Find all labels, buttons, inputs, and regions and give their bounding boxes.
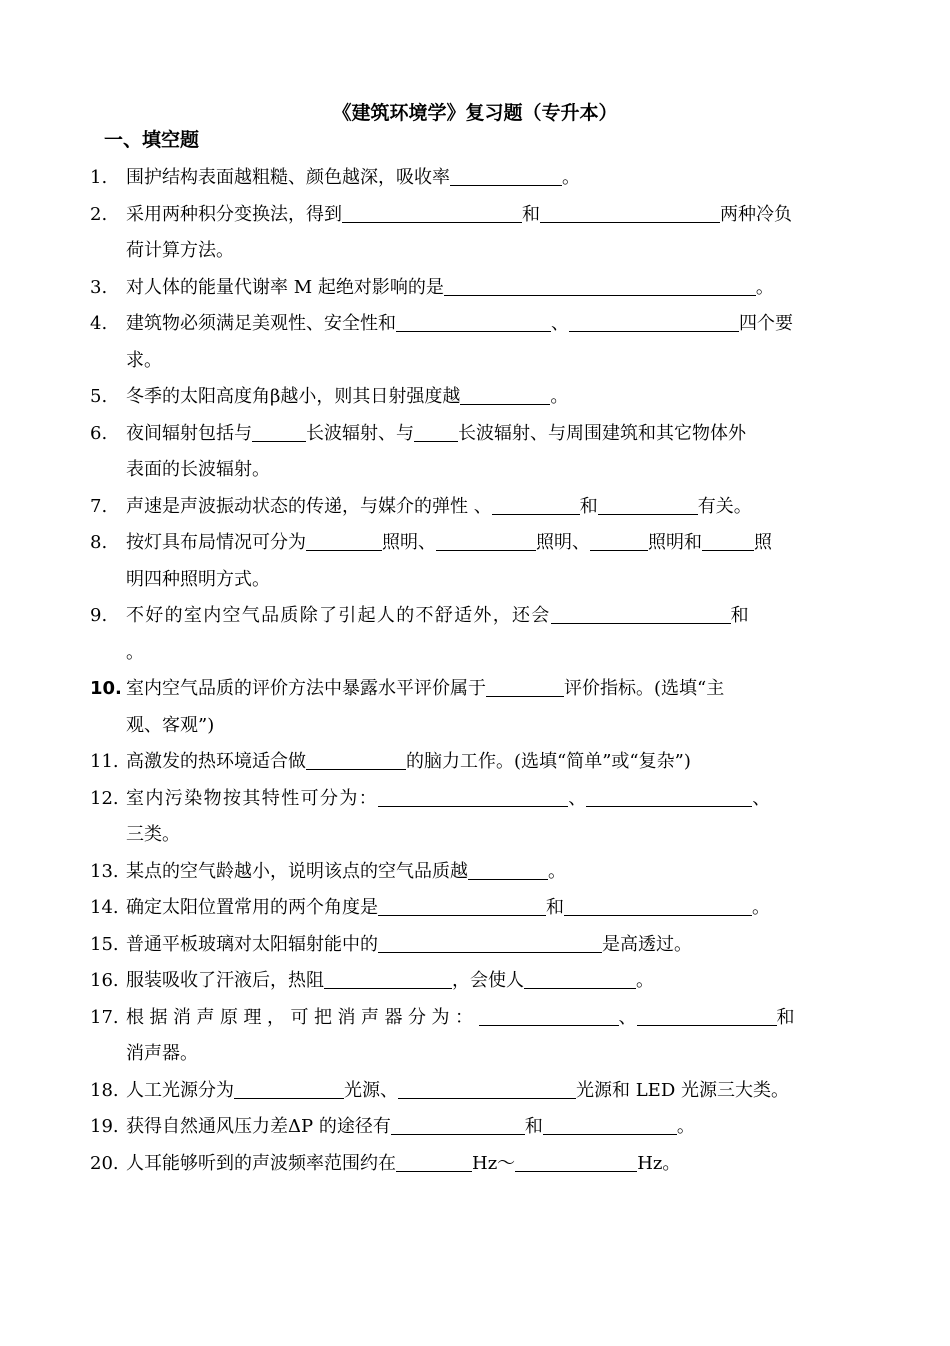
question-3: 3. 对人体的能量代谢率 M 起绝对影响的是 。 [90, 270, 860, 307]
question-number: 16. [90, 970, 119, 991]
question-number: 15. [90, 933, 119, 955]
page-title: 《建筑环境学》复习题（专升本） [332, 102, 618, 124]
question-1: 1. 围护结构表面越粗糙、颜色越深，吸收率 。 [90, 160, 860, 197]
question-number: 9. [90, 605, 108, 626]
answer-blank [637, 1003, 777, 1026]
answer-blank [590, 528, 648, 551]
question-number: 14. [90, 897, 119, 918]
answer-blank [396, 1149, 472, 1172]
question-19: 19. 获得自然通风压力差ΔP 的途径有 和 。 [90, 1109, 860, 1146]
answer-blank [306, 528, 382, 551]
question-15: 15. 普通平板玻璃对太阳辐射能中的 是高透过。 [90, 927, 860, 964]
question-number: 18. [90, 1079, 119, 1101]
answer-blank [543, 1112, 677, 1135]
answer-blank [378, 893, 546, 916]
question-7: 7. 声速是声波振动状态的传递，与媒介的弹性 、 和 有关。 [90, 489, 860, 526]
question-number: 6. [90, 422, 108, 444]
question-9: 9. 不好的室内空气品质除了引起人的不舒适外，还会 和 。 [90, 598, 860, 671]
question-16: 16. 服装吸收了汗液后，热阻 ，会使人 。 [90, 963, 860, 1000]
answer-blank [306, 747, 406, 770]
question-10: 10. 室内空气品质的评价方法中暴露水平评价属于 评价指标。(选填“主 观、客观”) [90, 671, 860, 744]
answer-blank [524, 966, 636, 989]
question-number: 4. [90, 313, 108, 334]
answer-blank [492, 492, 580, 515]
question-number: 17. [90, 1006, 119, 1028]
answer-blank [486, 674, 564, 697]
question-number: 13. [90, 860, 119, 882]
question-13: 13. 某点的空气龄越小，说明该点的空气品质越 。 [90, 854, 860, 891]
answer-blank [540, 200, 720, 223]
question-6: 6. 夜间辐射包括与 长波辐射、与 长波辐射、与周围建筑和其它物体外 表面的长波辐射。 [90, 416, 860, 489]
answer-blank [378, 784, 568, 807]
answer-blank [468, 857, 548, 880]
question-4: 4. 建筑物必须满足美观性、安全性和 、 四个要 求。 [90, 306, 860, 379]
question-number: 7. [90, 495, 108, 517]
answer-blank [414, 419, 458, 442]
question-number: 12. [90, 787, 119, 809]
question-12: 12. 室内污染物按其特性可分为： 、 、 三类。 [90, 781, 860, 854]
question-8: 8. 按灯具布局情况可分为 照明、 照明、 照明和 照 明四种照明方式。 [90, 525, 860, 598]
question-number: 20. [90, 1152, 119, 1174]
question-number: 3. [90, 276, 108, 298]
answer-blank [586, 784, 752, 807]
answer-blank [702, 528, 754, 551]
answer-blank [564, 893, 752, 916]
answer-blank [479, 1003, 619, 1026]
question-number: 19. [90, 1116, 119, 1137]
question-number: 10. [90, 678, 122, 699]
answer-blank [460, 382, 550, 405]
answer-blank [252, 419, 306, 442]
answer-blank [378, 930, 602, 953]
question-20: 20. 人耳能够听到的声波频率范围约在 Hz～ Hz。 [90, 1146, 860, 1183]
question-number: 11. [90, 751, 119, 772]
answer-blank [436, 528, 536, 551]
question-number: 8. [90, 532, 108, 553]
question-14: 14. 确定太阳位置常用的两个角度是 和 。 [90, 890, 860, 927]
answer-blank [444, 273, 756, 296]
answer-blank [398, 1076, 576, 1099]
question-list [90, 160, 860, 1182]
question-2: 2. 采用两种积分变换法，得到 和 两种冷负 荷计算方法。 [90, 197, 860, 270]
question-18: 18. 人工光源分为 光源、 光源和 LED 光源三大类。 [90, 1073, 860, 1110]
answer-blank [515, 1149, 637, 1172]
answer-blank [342, 200, 522, 223]
answer-blank [598, 492, 698, 515]
section-heading: 一、填空题 [104, 129, 200, 151]
question-number: 1. [90, 167, 108, 188]
answer-blank [324, 966, 452, 989]
question-number: 5. [90, 386, 108, 407]
question-11: 11. 高激发的热环境适合做 的脑力工作。(选填“简单”或“复杂”) [90, 744, 860, 781]
answer-blank [396, 309, 551, 332]
answer-blank [391, 1112, 525, 1135]
answer-blank [450, 163, 562, 186]
question-5: 5. 冬季的太阳高度角β越小，则其日射强度越 。 [90, 379, 860, 416]
answer-blank [551, 601, 731, 624]
answer-blank [569, 309, 739, 332]
question-number: 2. [90, 203, 108, 225]
answer-blank [234, 1076, 344, 1099]
question-17: 17. 根据消声原理，可把消声器分为： 、 和 消声器。 [90, 1000, 860, 1073]
